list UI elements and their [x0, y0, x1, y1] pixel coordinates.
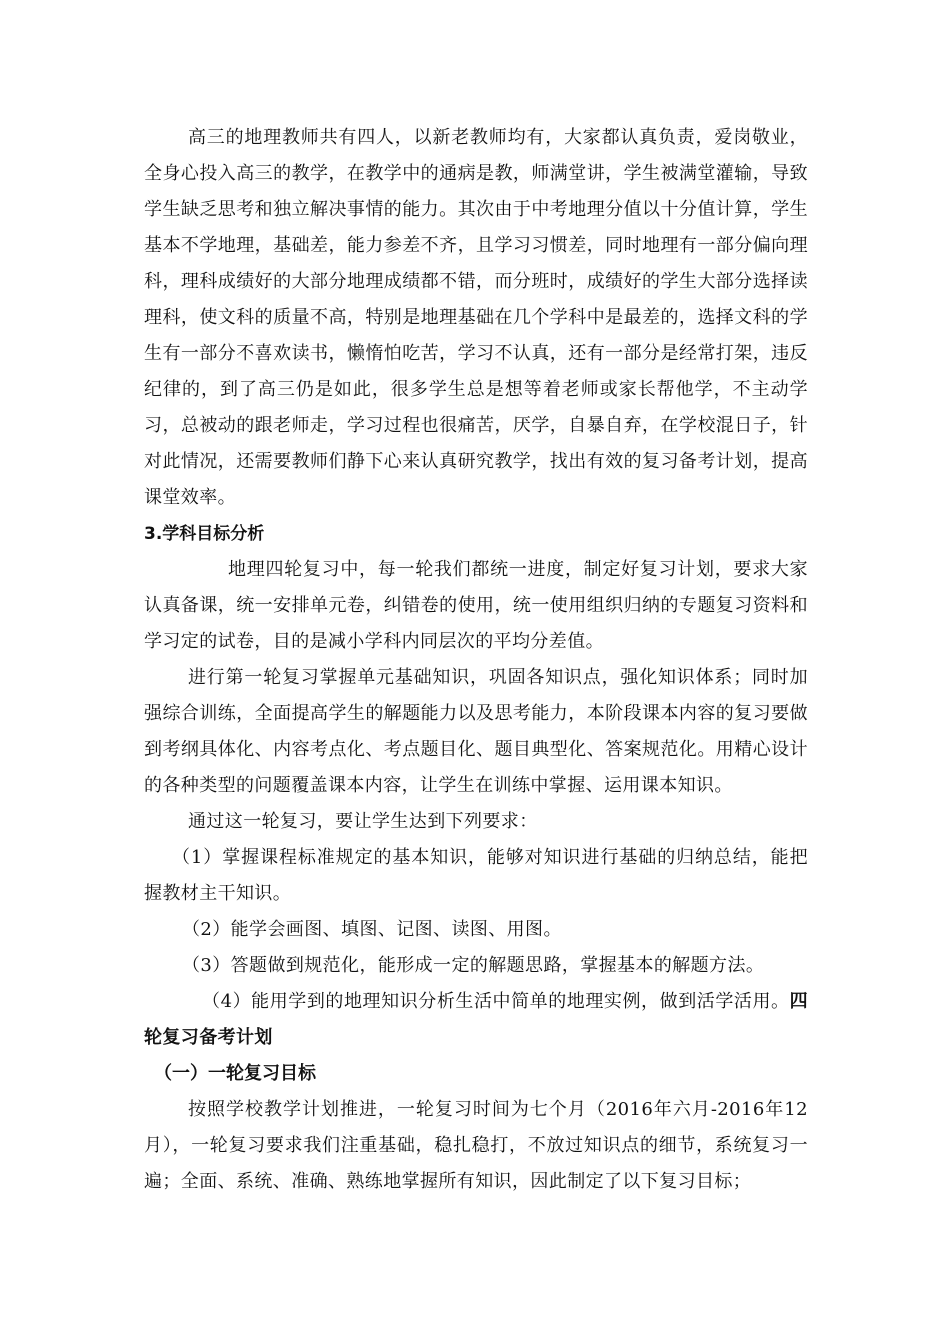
- paragraph-first-round: 进行第一轮复习掌握单元基础知识，巩固各知识点，强化知识体系；同时加强综合训练，全面提高学生的解题能力以及思考能力，本阶段课本内容的复习要做到考纲具体化、内容考点化、考点题目化、题目典型化、答案规范化。用精心设计的各种类型的问题覆盖课本内容，让学生在训练中掌握、运用课本知识。: [144, 667, 808, 796]
- requirement-1: （1）掌握课程标准规定的基本知识，能够对知识进行基础的归纳总结，能把握教材主干知识。: [144, 847, 808, 904]
- document-page: [144, 120, 808, 1200]
- heading-subject-goal-analysis: 3.学科目标分析: [144, 524, 265, 544]
- paragraph-first-round-schedule: 按照学校教学计划推进，一轮复习时间为七个月（2016年六月-2016年12月），一轮复习要求我们注重基础，稳扎稳打，不放过知识点的细节，系统复习一遍；全面、系统、准确、熟练地掌握所有知识，因此制定了以下复习目标；: [144, 1099, 808, 1192]
- requirement-3: （3）答题做到规范化，能形成一定的解题思路，掌握基本的解题方法。: [182, 955, 765, 976]
- heading-four-round-plan: 四轮复习备考计划: [144, 991, 808, 1048]
- paragraph-requirements-intro: 通过这一轮复习，要让学生达到下列要求：: [188, 811, 538, 832]
- paragraph-four-rounds: 地理四轮复习中，每一轮我们都统一进度，制定好复习计划，要求大家认真备课，统一安排单元卷，纠错卷的使用，统一使用组织归纳的专题复习资料和学习定的试卷，目的是减小学科内同层次的平均分差值。: [144, 559, 808, 652]
- paragraph-teachers: 高三的地理教师共有四人，以新老教师均有，大家都认真负责，爱岗敬业，全身心投入高三的教学，在教学中的通病是教，师满堂讲，学生被满堂灌输，导致学生缺乏思考和独立解决事情的能力。其次由于中考地理分值以十分值计算，学生基本不学地理，基础差，能力参差不齐，且学习习惯差，同时地理有一部分偏向理科，理科成绩好的大部分地理成绩都不错，而分班时，成绩好的学生大部分选择读理科，使文科的质量不高，特别是地理基础在几个学科中是最差的，选择文科的学生有一部分不喜欢读书，懒惰怕吃苦，学习不认真，还有一部分是经常打架，违反纪律的，到了高三仍是如此，很多学生总是想等着老师或家长帮他学，不主动学习，总被动的跟老师走，学习过程也很痛苦，厌学，自暴自弃，在学校混日子，针对此情况，还需要教师们静下心来认真研究教学，找出有效的复习备考计划，提高课堂效率。: [144, 127, 808, 508]
- requirement-4: [144, 984, 808, 1056]
- requirement-4-text: （4）能用学到的地理知识分析生活中简单的地理实例，做到活学活用。: [202, 991, 790, 1012]
- heading-first-round-goal: （一）一轮复习目标: [154, 1063, 316, 1084]
- requirement-2: （2）能学会画图、填图、记图、读图、用图。: [182, 919, 562, 940]
